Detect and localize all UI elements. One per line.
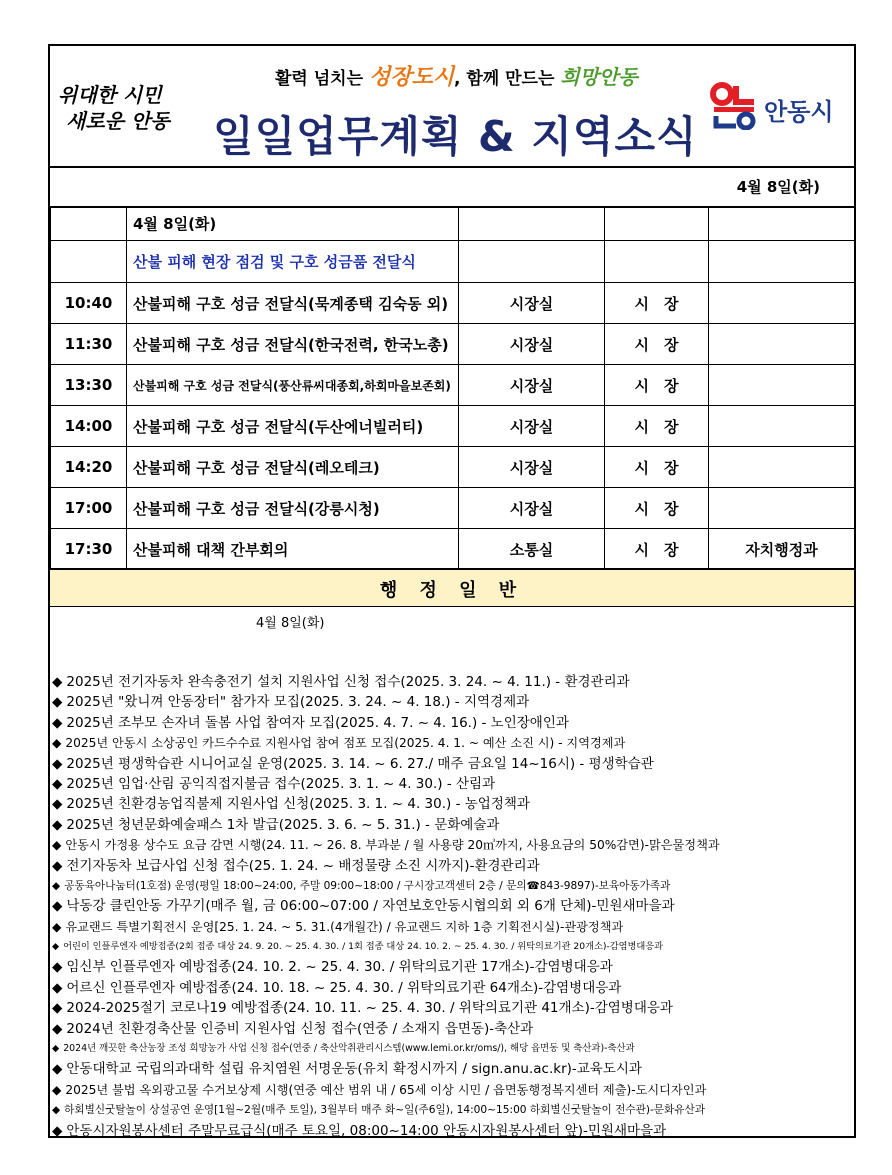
section-title: 행 정 일 반 — [379, 580, 525, 601]
notice-text: 안동시 가정용 상수도 요금 감면 시행(24. 11. ~ 26. 8. 부과분 / 월 사용량 20㎥까지, 사용요금의 50%감면)-맑은물정책과 — [65, 838, 720, 853]
diamond-bullet-icon: ◆ — [52, 816, 63, 833]
list-item — [52, 713, 854, 733]
city-slogan-line2: 새로운 안동 — [66, 109, 170, 133]
schedule-place: 시장실 — [459, 283, 605, 324]
schedule-place: 시장실 — [459, 406, 605, 447]
schedule-title: 산불피해 구호 성금 전달식(레오테크) — [127, 447, 459, 488]
table-row — [51, 447, 855, 488]
diamond-bullet-icon: ◆ — [52, 879, 61, 892]
schedule-dept — [709, 324, 855, 365]
diamond-bullet-icon: ◆ — [52, 1020, 63, 1037]
notice-text: 2024년 친환경축산물 인증비 지원사업 신청 접수(연중 / 소재지 읍면동)-축산과 — [66, 1020, 534, 1037]
notice-text: 2025년 친환경농업직불제 지원사업 신청(2025. 3. 1. ~ 4. 30.) - 농업정책과 — [66, 796, 530, 813]
list-item — [52, 1059, 854, 1079]
schedule-subtitle-row — [51, 241, 855, 283]
table-row — [51, 324, 855, 365]
schedule-attendee: 시 장 — [605, 406, 709, 447]
list-item — [52, 794, 854, 814]
diamond-bullet-icon: ◆ — [52, 796, 63, 813]
schedule-place: 시장실 — [459, 488, 605, 529]
logo-text: 안동시 — [764, 98, 834, 126]
table-cell — [459, 241, 605, 283]
schedule-attendee: 시 장 — [605, 324, 709, 365]
schedule-place: 시장실 — [459, 324, 605, 365]
schedule-attendee: 시 장 — [605, 447, 709, 488]
list-item — [52, 754, 854, 774]
schedule-dept — [709, 283, 855, 324]
notice-text: 임신부 인플루엔자 예방접종(24. 10. 2. ~ 25. 4. 30. / 위탁의료기관 17개소)-감염병대응과 — [66, 959, 613, 976]
diamond-bullet-icon: ◆ — [52, 694, 63, 711]
schedule-time: 13:30 — [51, 365, 127, 406]
report-date: 4월 8일(화) — [736, 178, 820, 196]
city-slogan — [58, 82, 188, 134]
tagline-highlight-1: 성장도시 — [368, 65, 454, 90]
diamond-bullet-icon: ◆ — [52, 775, 63, 792]
list-item — [52, 692, 854, 712]
list-item — [52, 917, 854, 937]
schedule-title: 산불피해 구호 성금 전달식(두산에너빌러티) — [127, 406, 459, 447]
diamond-bullet-icon: ◆ — [52, 919, 62, 934]
schedule-place: 시장실 — [459, 365, 605, 406]
schedule-attendee: 시 장 — [605, 488, 709, 529]
schedule-time: 17:30 — [51, 529, 127, 570]
schedule-attendee: 시 장 — [605, 283, 709, 324]
table-row — [51, 406, 855, 447]
diamond-bullet-icon: ◆ — [52, 1043, 60, 1055]
schedule-attendee: 시 장 — [605, 365, 709, 406]
table-row — [51, 488, 855, 529]
list-item — [52, 835, 854, 855]
diamond-bullet-icon: ◆ — [52, 898, 63, 915]
diamond-bullet-icon: ◆ — [52, 959, 63, 976]
schedule-place: 소통실 — [459, 529, 605, 570]
list-item — [52, 774, 854, 794]
tagline-mid: , 함께 만드는 — [453, 69, 561, 89]
diamond-bullet-icon: ◆ — [52, 674, 63, 690]
notice-text: 낙동강 클린안동 가꾸기(매주 월, 금 06:00~07:00 / 자연보호안동시협의회 외 6개 단체)-민원새마을과 — [66, 898, 675, 915]
schedule-title: 산불피해 구호 성금 전달식(강릉시청) — [127, 488, 459, 529]
notice-text: 안동시자원봉사센터 주말무료급식(매주 토요일, 08:00~14:00 안동시자원봉사센터 앞)-민원새마을과 — [66, 1122, 667, 1139]
tagline-highlight-2: 희망안동 — [560, 65, 638, 89]
diamond-bullet-icon: ◆ — [52, 857, 63, 874]
diamond-bullet-icon: ◆ — [52, 736, 62, 751]
notice-text: 2025년 청년문화예술패스 1차 발급(2025. 3. 6. ~ 5. 31.) - 문화예술과 — [66, 816, 500, 833]
schedule-dept — [709, 365, 855, 406]
table-cell — [605, 207, 709, 241]
list-item — [52, 672, 854, 692]
notice-text: 하회별신굿탈놀이 상설공연 운영[1월~2월(매주 토일), 3월부터 매주 화~일(주6일), 14:00~15:00 하회별신굿탈놀이 전수관)-문화유산과 — [64, 1104, 705, 1117]
notice-text: 2025년 "왔니껴 안동장터" 참가자 모집(2025. 3. 24. ~ 4. 18.) - 지역경제과 — [66, 694, 530, 711]
diamond-bullet-icon: ◆ — [52, 755, 63, 772]
diamond-bullet-icon: ◆ — [52, 979, 63, 996]
schedule-header-date: 4월 8일(화) — [127, 207, 459, 241]
list-item — [52, 896, 854, 916]
table-cell — [51, 241, 127, 283]
schedule-time: 17:00 — [51, 488, 127, 529]
notice-list — [52, 672, 854, 1141]
table-cell — [51, 207, 127, 241]
list-item — [52, 957, 854, 977]
notice-text: 공동육아나눔터(1호점) 운영(평일 18:00~24:00, 주말 09:00~18:00 / 구시장고객센터 2층 / 문의☎843-9897)-보육아동가족과 — [64, 879, 671, 892]
diamond-bullet-icon: ◆ — [52, 714, 63, 731]
notice-text: 2025년 전기자동차 완속충전기 설치 지원사업 신청 접수(2025. 3. 24. ~ 4. 11.) - 환경관리과 — [66, 674, 630, 690]
notice-text: 2025년 평생학습관 시니어교실 운영(2025. 3. 14. ~ 6. 27./ 매주 금요일 14~16시) - 평생학습관 — [66, 755, 654, 772]
schedule-attendee: 시 장 — [605, 529, 709, 570]
list-item — [52, 733, 854, 753]
schedule-title: 산불피해 구호 성금 전달식(한국전력, 한국노총) — [127, 324, 459, 365]
notice-text: 전기자동차 보급사업 신청 접수(25. 1. 24. ~ 배정물량 소진 시까지)-환경관리과 — [66, 857, 540, 874]
city-slogan-line1: 위대한 시민 — [58, 83, 162, 107]
notice-text: 2024-2025절기 코로나19 예방접종(24. 10. 11. ~ 25. 4. 30. / 위탁의료기관 41개소)-감염병대응과 — [66, 1000, 673, 1017]
notice-text: 2024년 깨끗한 축산농장 조성 희망농가 사업 신청 접수(연중 / 축산악취관리시스템(www.lemi.or.kr/oms/), 해당 읍면동 및 축산과)-축산과 — [63, 1043, 635, 1055]
diamond-bullet-icon: ◆ — [52, 1061, 63, 1078]
notice-text: 어르신 인플루엔자 예방접종(24. 10. 18. ~ 25. 4. 30. / 위탁의료기관 64개소)-감염병대응과 — [66, 979, 622, 996]
list-item — [52, 876, 854, 896]
table-cell — [605, 241, 709, 283]
notice-text: 어린이 인플루엔자 예방접종(2회 접종 대상 24. 9. 20. ~ 25. 4. 30. / 1회 접종 대상 24. 10. 2. ~ 25. 4. 30. / 위탁의료기관 20개소)-감염병대응과 — [63, 941, 663, 953]
list-item — [52, 1121, 854, 1141]
document-header — [50, 46, 854, 168]
list-item — [52, 998, 854, 1018]
section-date: 4월 8일(화) — [256, 616, 325, 631]
list-item — [52, 1039, 854, 1059]
schedule-time: 14:20 — [51, 447, 127, 488]
list-item — [52, 978, 854, 998]
schedule-subtitle: 산불 피해 현장 점검 및 구호 성금품 전달식 — [127, 241, 459, 283]
schedule-time: 10:40 — [51, 283, 127, 324]
schedule-place: 시장실 — [459, 447, 605, 488]
andong-logo-icon — [710, 82, 758, 130]
schedule-dept: 자치행정과 — [709, 529, 855, 570]
tagline-pre: 활력 넘치는 — [275, 69, 369, 89]
notice-text: 2025년 임업·산림 공익직접지불금 접수(2025. 3. 1. ~ 4. 30.) - 산림과 — [66, 775, 496, 792]
schedule-time: 11:30 — [51, 324, 127, 365]
schedule-table — [50, 206, 855, 570]
schedule-header-row — [51, 207, 855, 241]
list-item — [52, 1100, 854, 1120]
diamond-bullet-icon: ◆ — [52, 941, 60, 953]
list-item — [52, 1080, 854, 1100]
schedule-dept — [709, 406, 855, 447]
list-item — [52, 937, 854, 957]
table-row — [51, 365, 855, 406]
table-cell — [459, 207, 605, 241]
list-item — [52, 856, 854, 876]
document-frame — [48, 44, 856, 1138]
diamond-bullet-icon: ◆ — [52, 1082, 62, 1097]
table-cell — [709, 241, 855, 283]
notice-text: 2025년 불법 옥외광고물 수거보상제 시행(연중 예산 범위 내 / 65세 이상 시민 / 읍면동행정복지센터 제출)-도시디자인과 — [65, 1082, 707, 1097]
notice-text: 2025년 조부모 손자녀 돌봄 사업 참여자 모집(2025. 4. 7. ~ 4. 16.) - 노인장애인과 — [66, 714, 569, 731]
list-item — [52, 1019, 854, 1039]
page-title: 일일업무계획 & 지역소식 — [213, 112, 698, 161]
diamond-bullet-icon: ◆ — [52, 1122, 63, 1139]
table-row — [51, 529, 855, 570]
diamond-bullet-icon: ◆ — [52, 1000, 63, 1017]
section-header — [50, 568, 854, 607]
list-item — [52, 815, 854, 835]
notice-text: 안동대학교 국립의과대학 설립 유치염원 서명운동(유치 확정시까지 / sign.anu.ac.kr)-교육도시과 — [66, 1061, 642, 1078]
notice-text: 유교랜드 특별기획전시 운영[25. 1. 24. ~ 5. 31.(4개월간) / 유교랜드 지하 1층 기획전시실)-관광정책과 — [65, 919, 624, 934]
schedule-title: 산불피해 구호 성금 전달식(풍산류씨대종회,하회마을보존회) — [127, 365, 459, 406]
tagline — [275, 60, 638, 91]
schedule-title: 산불피해 구호 성금 전달식(묵계종택 김숙동 외) — [127, 283, 459, 324]
table-row — [51, 283, 855, 324]
diamond-bullet-icon: ◆ — [52, 838, 62, 853]
schedule-dept — [709, 488, 855, 529]
date-row — [50, 166, 854, 208]
table-cell — [709, 207, 855, 241]
notice-text: 2025년 안동시 소상공인 카드수수료 지원사업 참여 점포 모집(2025. 4. 1. ~ 예산 소진 시) - 지역경제과 — [65, 736, 626, 751]
schedule-time: 14:00 — [51, 406, 127, 447]
diamond-bullet-icon: ◆ — [52, 1104, 61, 1117]
schedule-title: 산불피해 대책 간부회의 — [127, 529, 459, 570]
schedule-dept — [709, 447, 855, 488]
